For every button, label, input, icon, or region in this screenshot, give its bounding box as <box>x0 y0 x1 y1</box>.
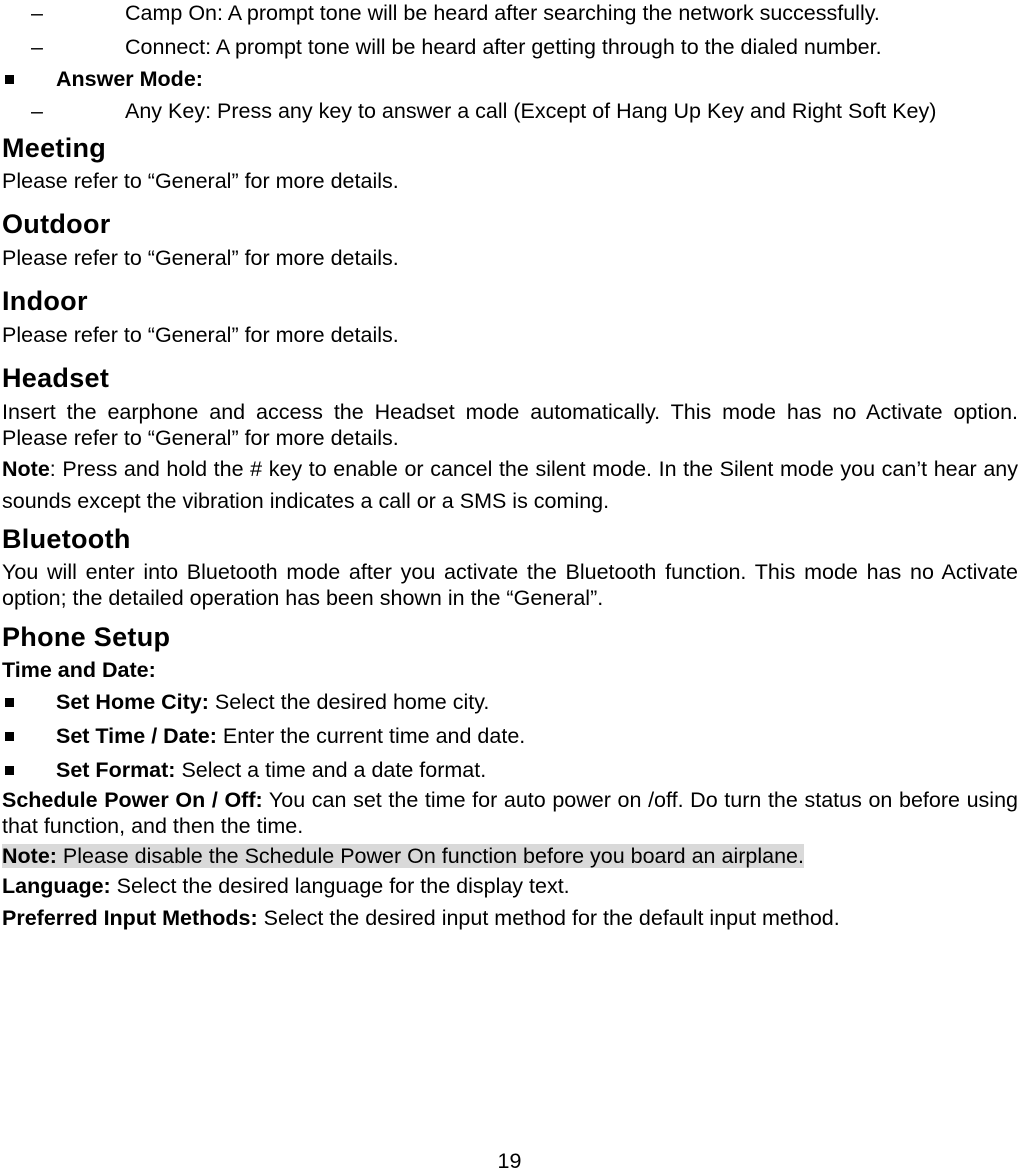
headset-note <box>2 453 1018 517</box>
note-label: Note: <box>2 844 57 868</box>
list-item-text: Any Key: Press any key to answer a call (Except of Hang Up Key and Right Soft Key) <box>125 99 937 123</box>
heading-indoor: Indoor <box>2 286 88 316</box>
note-label: Note <box>2 457 50 481</box>
meeting-text: Please refer to “General” for more details. <box>2 169 399 193</box>
heading-bluetooth: Bluetooth <box>2 524 131 554</box>
document-page <box>2 0 1018 931</box>
indoor-text: Please refer to “General” for more details. <box>2 323 399 347</box>
bluetooth-text: You will enter into Bluetooth mode after you activate the Bluetooth function. This mode has no Activate option; the detailed operation has been shown in the “General”. <box>2 560 1018 610</box>
time-date-label-text: Time and Date: <box>2 658 156 682</box>
schedule-label: Schedule Power On / Off: <box>2 788 263 812</box>
item-label: Set Time / Date: <box>56 724 217 748</box>
heading-phone-setup: Phone Setup <box>2 622 171 652</box>
item-label: Set Home City: <box>56 690 209 714</box>
airplane-note <box>2 843 1018 869</box>
list-item-text: Connect: A prompt tone will be heard after getting through to the dialed number. <box>125 35 882 59</box>
language-label: Language: <box>2 874 111 898</box>
answer-mode-label: Answer Mode: <box>56 67 203 91</box>
heading-meeting: Meeting <box>2 133 107 163</box>
page-number: 19 <box>497 1149 522 1173</box>
note-highlight <box>2 844 804 868</box>
input-label: Preferred Input Methods: <box>2 906 258 930</box>
list-item-set-time-date <box>2 723 1018 749</box>
item-text: Enter the current time and date. <box>216 724 526 748</box>
dash-bullet: – <box>31 1 43 25</box>
square-bullet-icon <box>5 766 14 775</box>
dash-bullet: – <box>31 35 43 59</box>
input-text: Select the desired input method for the default input method. <box>257 906 840 930</box>
item-text: Select the desired home city. <box>208 690 490 714</box>
input-methods-paragraph <box>2 905 1018 931</box>
heading-headset: Headset <box>2 363 110 393</box>
note-text: : Press and hold the # key to enable or cancel the silent mode. In the Silent mode you can’t hear any sounds except the vibration indicates a call or a SMS is coming. <box>2 457 1018 513</box>
list-item-text: Camp On: A prompt tone will be heard after searching the network successfully. <box>125 1 880 25</box>
language-paragraph <box>2 873 1018 899</box>
schedule-text: You can set the time for auto power on /off. Do turn the status on before using that function, and then the time. <box>2 788 1018 838</box>
outdoor-text: Please refer to “General” for more details. <box>2 246 399 270</box>
list-item-set-home-city <box>2 689 1018 715</box>
dash-bullet: – <box>31 99 43 123</box>
list-item-set-format <box>2 757 1018 783</box>
item-label: Set Format: <box>56 758 176 782</box>
item-text: Select a time and a date format. <box>175 758 487 782</box>
list-item-any-key <box>2 98 1018 124</box>
language-text: Select the desired language for the display text. <box>110 874 570 898</box>
square-bullet-icon <box>5 732 14 741</box>
note-text: Please disable the Schedule Power On function before you board an airplane. <box>56 844 804 868</box>
heading-outdoor: Outdoor <box>2 209 111 239</box>
list-item-connect <box>2 34 1018 60</box>
schedule-power-paragraph <box>2 787 1018 839</box>
headset-text: Insert the earphone and access the Headset mode automatically. This mode has no Activate option. Please refer to “General” for more details. <box>2 400 1018 450</box>
time-date-label <box>2 657 1018 683</box>
list-item-camp-on <box>2 0 1018 26</box>
square-bullet-icon <box>5 75 14 84</box>
list-item-answer-mode <box>2 66 1018 92</box>
square-bullet-icon <box>5 698 14 707</box>
